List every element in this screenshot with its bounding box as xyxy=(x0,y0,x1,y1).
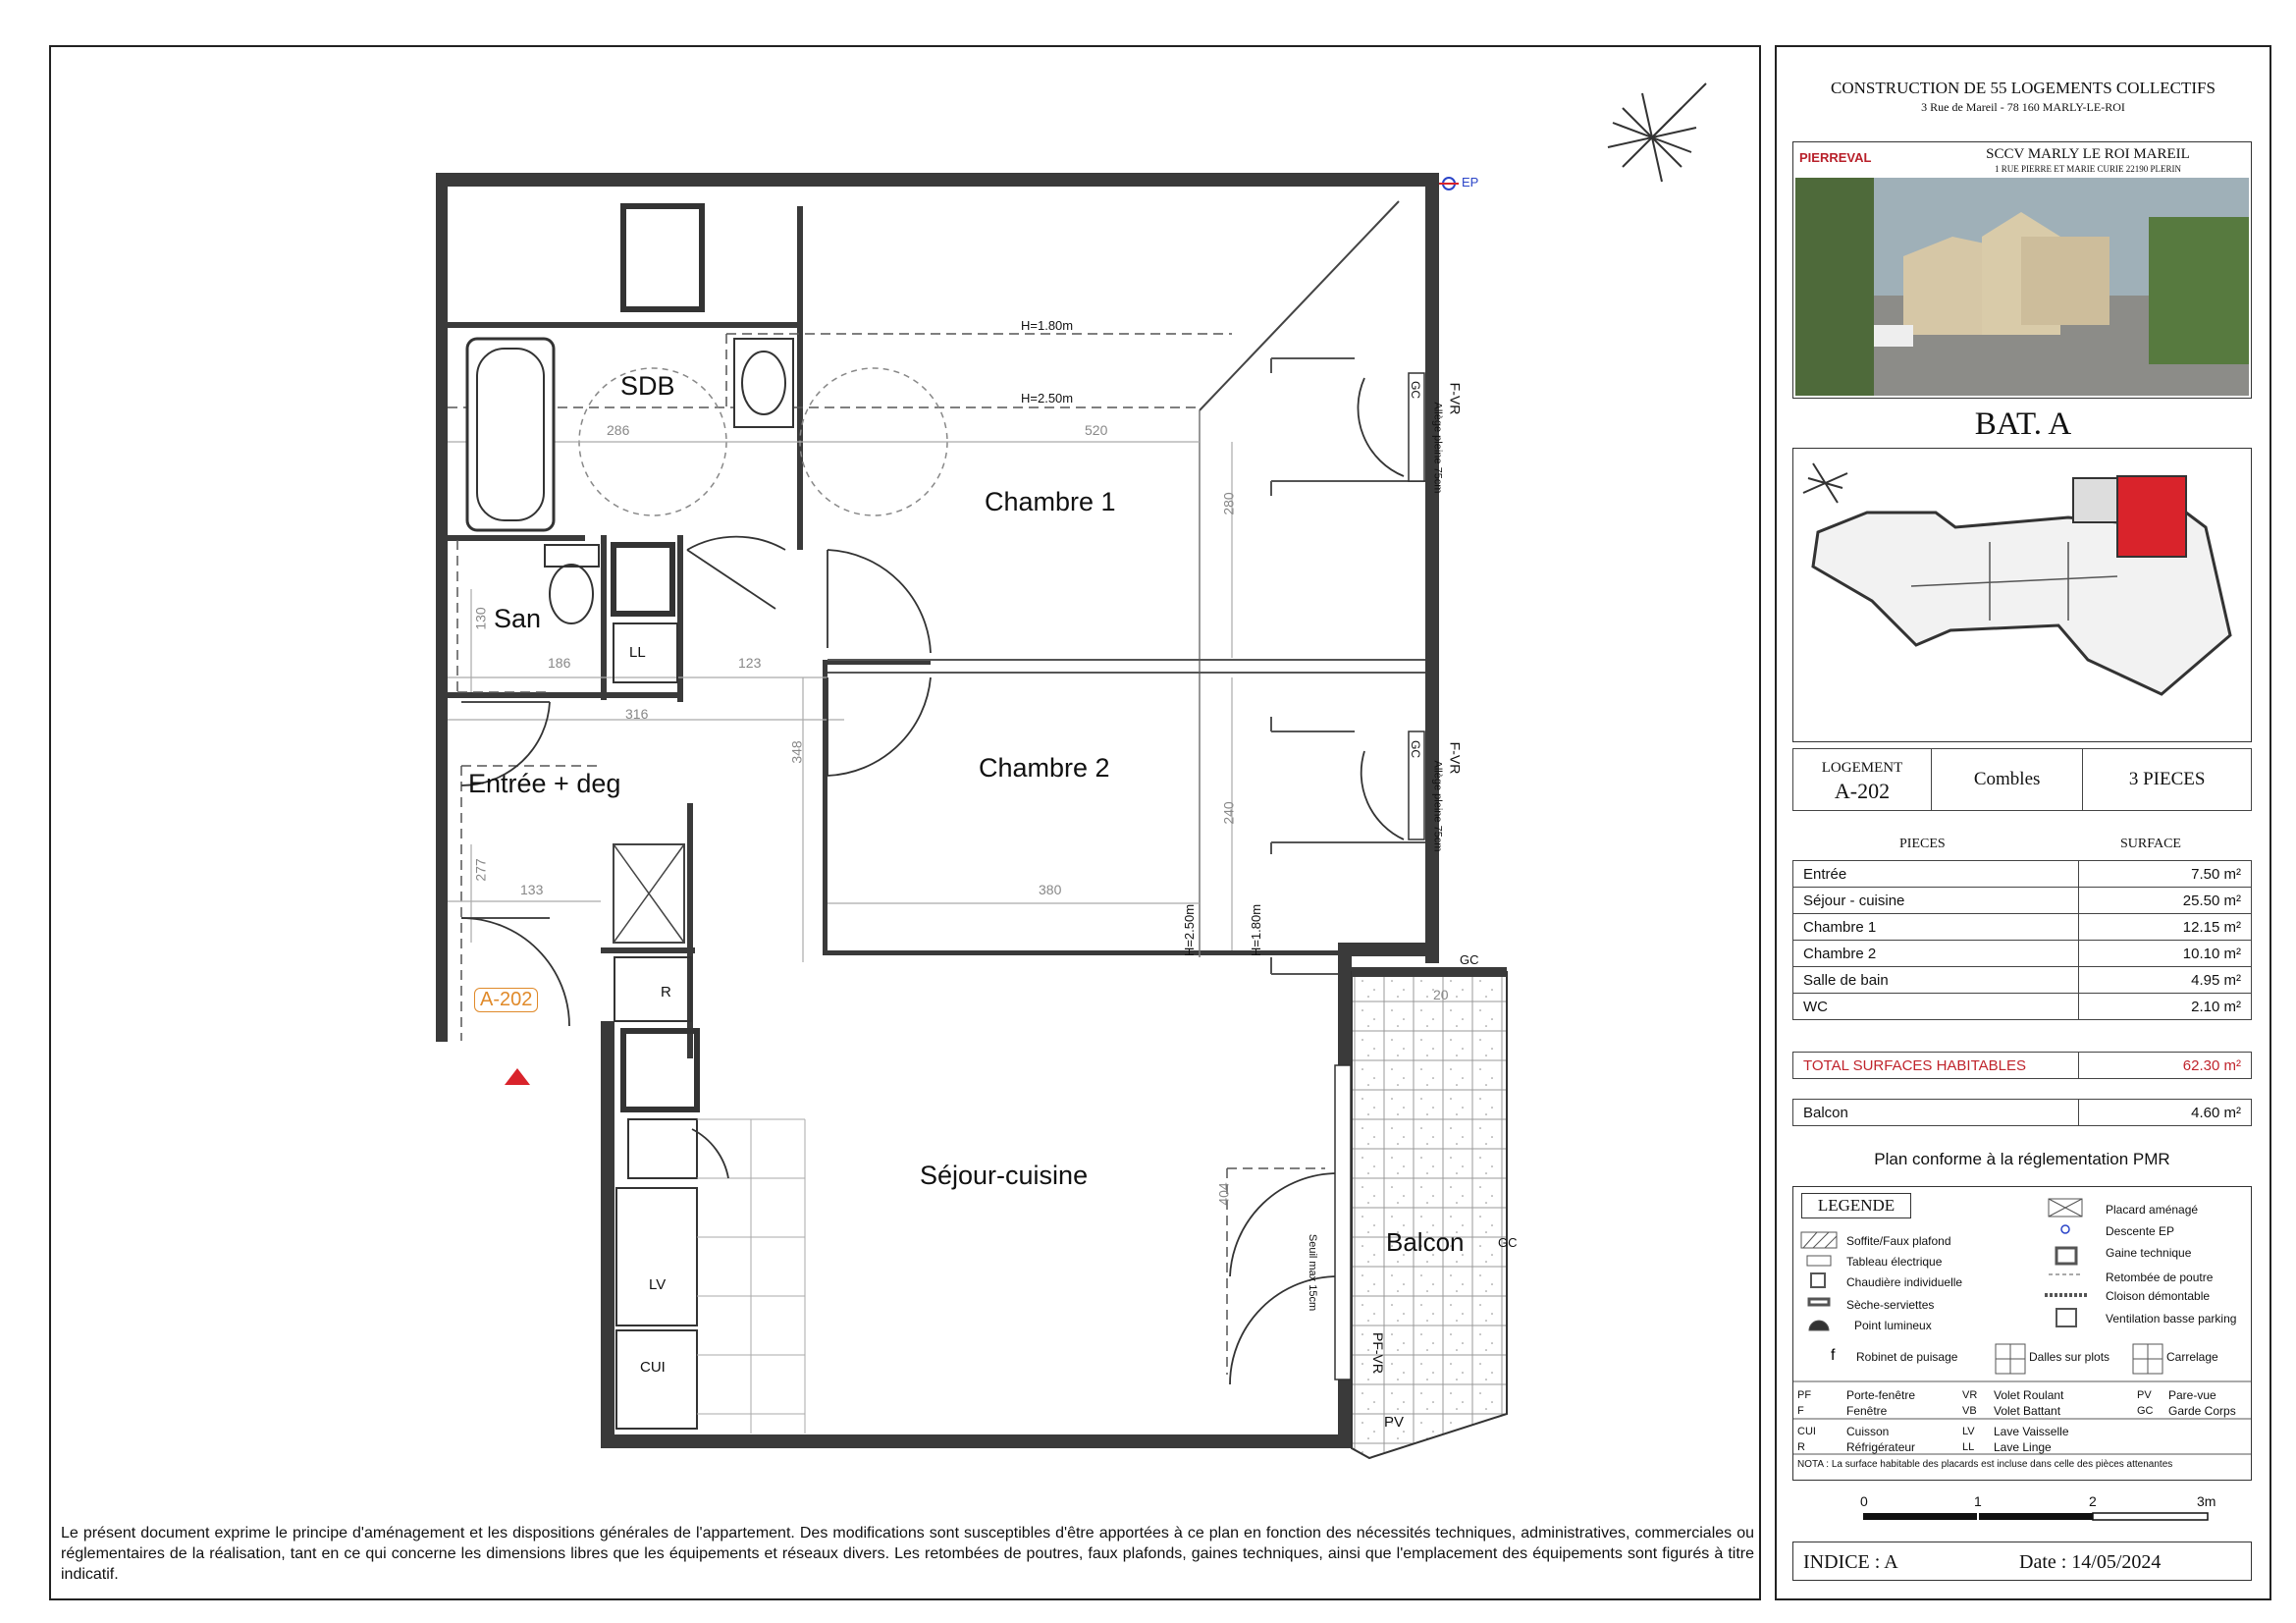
piece-name: WC xyxy=(1793,994,2079,1020)
abbr-desc: Porte-fenêtre xyxy=(1846,1388,1916,1402)
equip-ll: LL xyxy=(629,644,646,661)
dim-348: 348 xyxy=(788,740,805,764)
balcon-label: Balcon xyxy=(1793,1100,2079,1126)
piece-name: Chambre 1 xyxy=(1793,914,2079,941)
abbr-col-2b xyxy=(1846,1424,1915,1455)
piece-surface: 25.50 m² xyxy=(2079,888,2252,914)
legend-item: Chaudière individuelle xyxy=(1846,1275,1963,1289)
pierreval-logo: PIERREVAL xyxy=(1799,150,1872,165)
disclaimer: Le présent document exprime le principe d'aménagement et les dispositions générales de l'appartement. Des modifications sont susceptibles d'être apportées à ce plan en fonction des nécessités techniques, administratives, commerciales ou réglementaires de la réalisation, tant en ce qui concerne les dimensions libres que les équipements et réseaux divers. Les retombées de poutres, faux plafonds, gaines techniques, ainsi que l'emplacement des équipements sont figurés à titre indicatif. xyxy=(61,1525,1754,1583)
legend-title: LEGENDE xyxy=(1801,1193,1911,1218)
opening-label: Allège pleine 75cm xyxy=(1431,402,1444,494)
legend-item: Point lumineux xyxy=(1854,1319,1932,1332)
legend-box xyxy=(1792,1186,2252,1481)
room-label-san: San xyxy=(494,604,542,633)
dim-316: 316 xyxy=(625,706,649,722)
table-row xyxy=(1793,861,2252,888)
room-label-balcon: Balcon xyxy=(1386,1227,1465,1257)
svg-text:f: f xyxy=(1831,1347,1836,1364)
abbr-col-1 xyxy=(1797,1387,1811,1419)
abbr-desc: Lave Linge xyxy=(1994,1440,2052,1454)
abbr-desc: Réfrigérateur xyxy=(1846,1440,1916,1454)
total-label: TOTAL SURFACES HABITABLES xyxy=(1793,1053,2079,1079)
height-label: H=1.80m xyxy=(1249,903,1264,957)
dim-520: 520 xyxy=(1085,422,1108,438)
table-row xyxy=(1793,914,2252,941)
client-name: SCCV MARLY LE ROI MAREIL xyxy=(1986,146,2190,162)
table-row xyxy=(1793,967,2252,994)
piece-surface: 7.50 m² xyxy=(2079,861,2252,888)
pmr-note: Plan conforme à la réglementation PMR xyxy=(1874,1150,2170,1168)
piece-name: Entrée xyxy=(1793,861,2079,888)
table-row xyxy=(1793,888,2252,914)
legend-item: Cloison démontable xyxy=(2106,1289,2211,1303)
abbr-code: CUI xyxy=(1797,1426,1816,1437)
room-label-chambre2: Chambre 2 xyxy=(979,753,1110,783)
scale-2: 2 xyxy=(2089,1493,2097,1509)
opening-label: Seuil max 15cm xyxy=(1307,1233,1319,1312)
unit-tag: A-202 xyxy=(474,988,538,1012)
unit-info-table xyxy=(1792,748,2252,811)
height-label: H=2.50m xyxy=(1182,903,1198,957)
dim-280: 280 xyxy=(1220,492,1237,515)
logement-id: A-202 xyxy=(1834,779,1891,803)
legend-item: Sèche-serviettes xyxy=(1846,1298,1935,1312)
client-address: 1 RUE PIERRE ET MARIE CURIE 22190 PLERIN xyxy=(1994,164,2182,174)
logement-label: LOGEMENT xyxy=(1821,760,1903,776)
project-address: 3 Rue de Mareil - 78 160 MARLY-LE-ROI xyxy=(1921,100,2125,114)
abbr-desc: Volet Battant xyxy=(1994,1404,2061,1418)
abbr-code: R xyxy=(1797,1441,1805,1453)
dim-286: 286 xyxy=(607,422,630,438)
piece-name: Séjour - cuisine xyxy=(1793,888,2079,914)
date: Date : 14/05/2024 xyxy=(2019,1551,2162,1573)
dim-277: 277 xyxy=(472,858,489,882)
scale-0: 0 xyxy=(1860,1493,1868,1509)
balcon-table xyxy=(1792,1099,2252,1126)
footer-block xyxy=(1792,1542,2252,1581)
equip-cui: CUI xyxy=(640,1359,666,1376)
project-title: CONSTRUCTION DE 55 LOGEMENTS COLLECTIFS xyxy=(1831,79,2216,97)
header-pieces: PIECES xyxy=(1899,837,1946,851)
abbr-code: F xyxy=(1797,1405,1804,1417)
piece-surface: 10.10 m² xyxy=(2079,941,2252,967)
abbr-code: LV xyxy=(1962,1426,1975,1437)
abbr-desc: Cuisson xyxy=(1846,1425,1890,1438)
legend-note: NOTA : La surface habitable des placards est incluse dans celle des pièces attenantes xyxy=(1797,1459,2173,1470)
indice: INDICE : A xyxy=(1803,1551,1898,1573)
legend-item: Ventilation basse parking xyxy=(2106,1312,2237,1325)
abbr-col-5 xyxy=(2137,1387,2154,1419)
equip-lv: LV xyxy=(649,1276,667,1293)
room-label-chambre1: Chambre 1 xyxy=(985,487,1116,516)
abbr-col-3b xyxy=(1962,1424,1975,1455)
ep-label: EP xyxy=(1462,175,1479,189)
abbr-code: LL xyxy=(1962,1441,1975,1453)
abbr-desc: Volet Roulant xyxy=(1994,1388,2064,1402)
piece-name: Chambre 2 xyxy=(1793,941,2079,967)
header-surface: SURFACE xyxy=(2120,837,2181,851)
opening-label: PV xyxy=(1384,1414,1405,1431)
abbr-code: VB xyxy=(1962,1405,1977,1417)
opening-label: GC xyxy=(1460,952,1479,967)
equip-r: R xyxy=(661,984,671,1001)
table-row xyxy=(1793,941,2252,967)
dim-380: 380 xyxy=(1039,882,1062,897)
abbr-desc: Garde Corps xyxy=(2168,1404,2236,1418)
total-table xyxy=(1792,1052,2252,1079)
legend-item: Soffite/Faux plafond xyxy=(1846,1234,1951,1248)
legend-item: Retombée de poutre xyxy=(2106,1271,2214,1284)
dim-186: 186 xyxy=(548,655,571,671)
dim-404: 404 xyxy=(1215,1182,1232,1206)
surfaces-table xyxy=(1792,860,2252,1020)
total-value: 62.30 m² xyxy=(2079,1053,2252,1079)
opening-label: F-VR xyxy=(1447,741,1464,775)
opening-label: GC xyxy=(1498,1235,1518,1250)
unit-rooms: 3 PIECES xyxy=(2083,749,2252,811)
abbr-col-1b xyxy=(1797,1424,1816,1455)
balcon-value: 4.60 m² xyxy=(2079,1100,2252,1126)
piece-surface: 4.95 m² xyxy=(2079,967,2252,994)
height-label: H=2.50m xyxy=(1021,391,1074,406)
legend-item: Tableau électrique xyxy=(1846,1255,1943,1269)
legend-item: Descente EP xyxy=(2106,1224,2175,1238)
height-label: H=1.80m xyxy=(1021,318,1074,333)
piece-name: Salle de bain xyxy=(1793,967,2079,994)
piece-surface: 12.15 m² xyxy=(2079,914,2252,941)
client-block xyxy=(1792,141,2252,399)
building-label: BAT. A xyxy=(1974,406,2072,442)
room-label-entree: Entrée + deg xyxy=(468,769,621,798)
abbr-code: GC xyxy=(2137,1405,2154,1417)
legend-item: Placard aménagé xyxy=(2106,1203,2199,1217)
abbr-col-4b xyxy=(1994,1424,2069,1455)
dim-133: 133 xyxy=(520,882,544,897)
abbr-code: PV xyxy=(2137,1389,2152,1401)
opening-label: GC xyxy=(1409,381,1422,399)
legend-item: Robinet de puisage xyxy=(1856,1350,1958,1364)
unit-level: Combles xyxy=(1932,749,2083,811)
abbr-col-6 xyxy=(2168,1387,2236,1419)
walls xyxy=(436,173,1439,1448)
opening-label: PF-VR xyxy=(1370,1332,1386,1374)
abbr-col-2 xyxy=(1846,1387,1915,1419)
abbr-desc: Pare-vue xyxy=(2168,1388,2216,1402)
legend-item: Gaine technique xyxy=(2106,1246,2192,1260)
opening-label: Allège pleine 75cm xyxy=(1431,760,1444,852)
dim-123: 123 xyxy=(738,655,762,671)
abbr-code: PF xyxy=(1797,1389,1812,1401)
table-row xyxy=(1793,994,2252,1020)
room-label-sdb: SDB xyxy=(620,371,675,401)
abbr-desc: Lave Vaisselle xyxy=(1994,1425,2069,1438)
abbr-code: VR xyxy=(1962,1389,1978,1401)
key-plan xyxy=(1792,448,2252,742)
dim-240: 240 xyxy=(1220,801,1237,825)
abbr-col-3 xyxy=(1962,1387,1977,1419)
legend-item: Carrelage xyxy=(2166,1350,2218,1364)
abbr-col-4 xyxy=(1994,1387,2063,1419)
dim-130: 130 xyxy=(472,607,489,630)
site-photo xyxy=(1795,178,2249,396)
abbr-desc: Fenêtre xyxy=(1846,1404,1888,1418)
opening-label: GC xyxy=(1409,740,1422,758)
piece-surface: 2.10 m² xyxy=(2079,994,2252,1020)
dim-20: 20 xyxy=(1433,987,1449,1002)
legend-item: Dalles sur plots xyxy=(2029,1350,2110,1364)
scale-3: 3m xyxy=(2197,1493,2216,1509)
scale-1: 1 xyxy=(1974,1493,1982,1509)
key-plan-drawing xyxy=(1793,449,2251,741)
opening-label: F-VR xyxy=(1447,382,1464,415)
room-label-sejour: Séjour-cuisine xyxy=(920,1161,1089,1190)
